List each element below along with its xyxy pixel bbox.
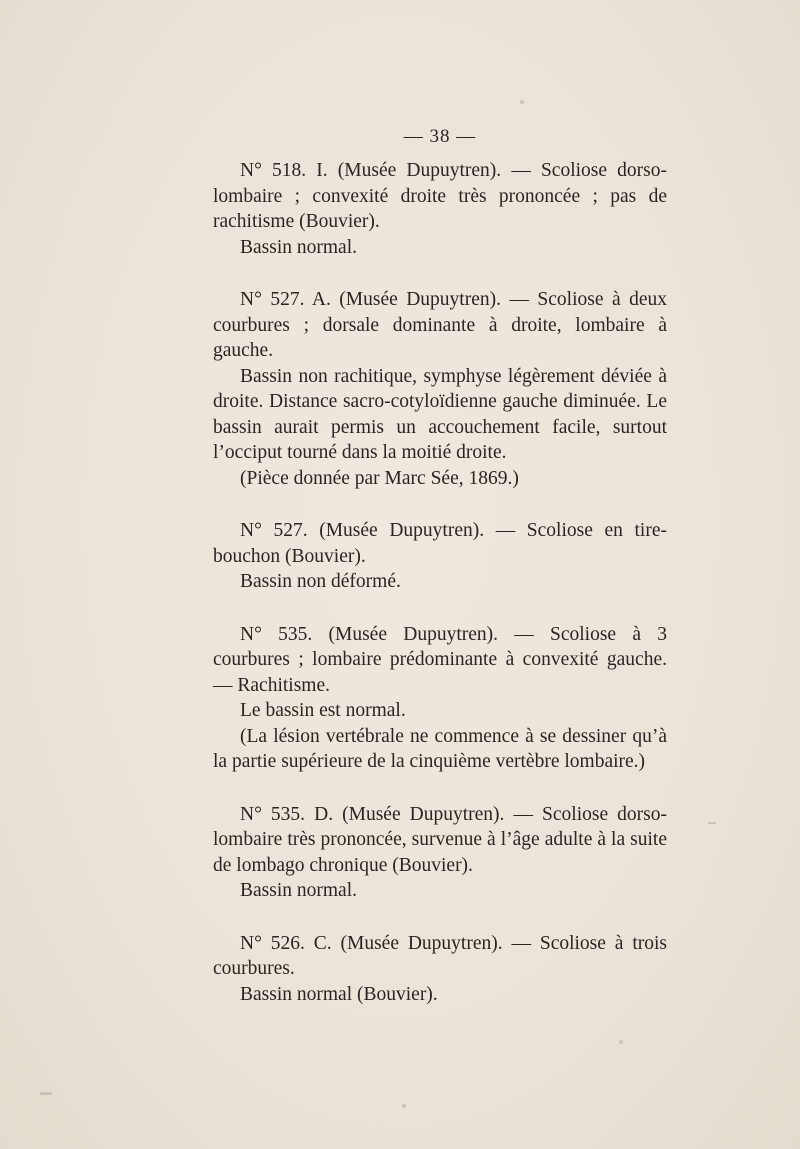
entry-535-d <box>213 802 667 904</box>
entry-535 <box>213 622 667 775</box>
paper-speck <box>520 100 524 104</box>
entry-paragraph: Le bassin est normal. <box>240 700 406 721</box>
entry-paragraph: Bassin normal (Bouvier). <box>240 983 438 1005</box>
paper-speck <box>402 1104 406 1108</box>
entry-paragraph: (La lésion vertébrale ne commence à se dessiner qu’à la partie supérieure de la cinquième vertèbre lombaire.) <box>213 725 667 772</box>
entry-518-i <box>213 158 667 260</box>
page-number: — 38 — <box>403 126 477 147</box>
entry-heading: N° 527. A. (Musée Dupuytren). — Scoliose à deux courbures ; dorsale dominante à droite, lombaire à gauche. <box>213 289 667 361</box>
entry-paragraph: Bassin normal. <box>240 236 357 258</box>
entry-heading: N° 518. I. (Musée Dupuytren). — Scoliose dorso-lombaire ; convexité droite très prononcée ; pas de rachitisme (Bouvier). <box>213 160 667 232</box>
paper-speck <box>619 1040 623 1044</box>
entry-paragraph: (Pièce donnée par Marc Sée, 1869.) <box>240 467 519 489</box>
entry-527 <box>213 518 667 595</box>
entry-heading: N° 535. D. (Musée Dupuytren). — Scoliose dorso-lombaire très prononcée, survenue à l’âge adulte à la suite de lombago chronique (Bouvier). <box>213 803 667 876</box>
entry-heading: N° 526. C. (Musée Dupuytren). — Scoliose à trois courbures. <box>213 932 667 979</box>
paper-speck <box>708 822 716 824</box>
page-body <box>213 158 667 1034</box>
entry-paragraph: Bassin normal. <box>240 880 357 901</box>
entry-527-a <box>213 287 667 491</box>
entry-heading: N° 527. (Musée Dupuytren). — Scoliose en tire-bouchon (Bouvier). <box>213 520 667 567</box>
entry-526-c <box>213 931 667 1008</box>
entry-paragraph: Bassin non déformé. <box>240 571 401 592</box>
entry-paragraph: Bassin non rachitique, symphyse légèrement déviée à droite. Distance sacro-cotyloïdienne gauche diminuée. Le bassin aurait permis un accouchement facile, surtout l’occiput tourné dans la moitié droite. <box>213 365 667 463</box>
entry-heading: N° 535. (Musée Dupuytren). — Scoliose à 3 courbures ; lombaire prédominante à convexité gauche. — Rachitisme. <box>213 623 667 696</box>
paper-speck <box>40 1092 52 1095</box>
